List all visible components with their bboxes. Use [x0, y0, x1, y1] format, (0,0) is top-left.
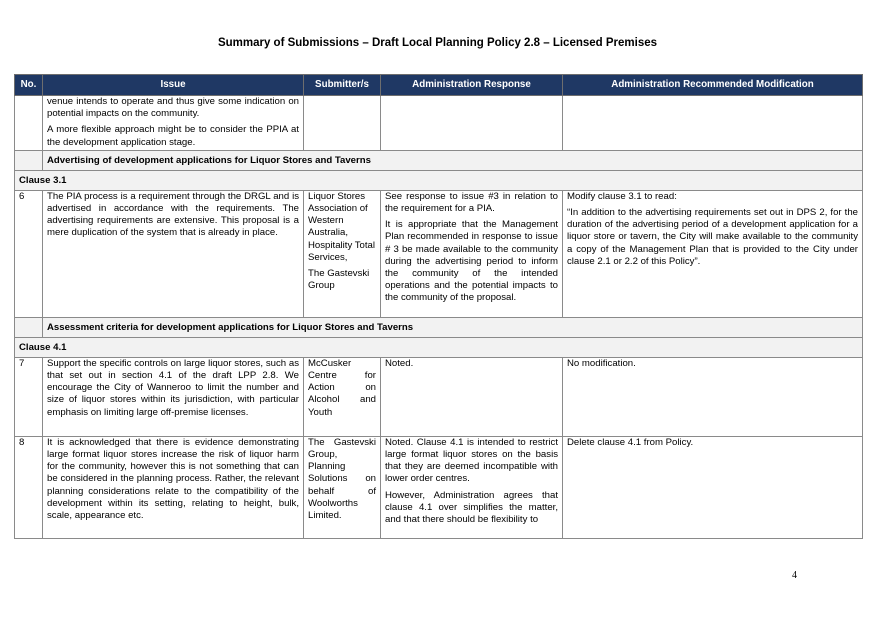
response-text: It is appropriate that the Management Plan recommended in response to issue # 3 be made available to the community during the advertising period to inform the community of the intended operations and the potential impacts to the community of the proposal.: [385, 219, 558, 304]
column-header-response: Administration Response: [381, 75, 563, 96]
no-cell: [15, 96, 43, 151]
table-row: [15, 190, 863, 317]
issue-text: It is acknowledged that there is evidence demonstrating large format liquor stores increase the risk of liquor harm for the community, however this is not something that can be considered in the planning process. Rather, the relevant planning considerations relate to the compatibility of the development within its setting, relating to height, bulk, scale, appearance etc.: [47, 436, 299, 522]
submitter-text: McCusker Centre for Action on Alcohol and Youth: [308, 357, 376, 418]
issue-cell: [43, 190, 304, 317]
modification-text: No modification.: [567, 357, 636, 369]
modification-text: Modify clause 3.1 to read:: [567, 190, 677, 202]
clause-heading: Clause 3.1: [15, 170, 863, 190]
response-text: However, Administration agrees that clause 4.1 over simplifies the matter, and that there should be flexibility to: [385, 489, 558, 526]
issue-cell: [43, 436, 304, 538]
submitter-text: The Gastevski Group, Planning Solutions on behalf of Woolworths Limited.: [308, 436, 376, 522]
modification-text: “In addition to the advertising requirements set out in DPS 2, for the duration of the advertising period of a development application for a liquor store or tavern, the City will make available to the community a copy of the Management Plan that is provided to the City under clause 2.1 or 2.2 of this Policy”.: [567, 207, 858, 267]
section-no-cell: [15, 150, 43, 170]
modification-text: Delete clause 4.1 from Policy.: [567, 436, 694, 448]
response-cell: [381, 357, 563, 436]
column-header-no: No.: [15, 75, 43, 96]
response-cell: [381, 190, 563, 317]
modification-cell: [563, 357, 863, 436]
section-heading-row: [15, 317, 863, 337]
section-heading: Advertising of development applications for Liquor Stores and Taverns: [43, 150, 863, 170]
submitter-cell: [304, 357, 381, 436]
response-cell: [381, 436, 563, 538]
submitter-cell: [304, 96, 381, 151]
modification-cell: [563, 190, 863, 317]
row-number: 6: [15, 190, 43, 317]
submissions-table: [14, 74, 863, 539]
page-number: 4: [792, 570, 797, 581]
row-number: 8: [15, 436, 43, 538]
response-text: Noted.: [385, 357, 414, 369]
section-no-cell: [15, 317, 43, 337]
clause-heading-row: [15, 337, 863, 357]
submitter-text: The Gastevski Group: [308, 268, 370, 292]
response-text: Noted. Clause 4.1 is intended to restrict large format liquor stores on the basis that they are deemed incompatible with lower order centres.: [385, 436, 558, 485]
page-title: Summary of Submissions – Draft Local Planning Policy 2.8 – Licensed Premises: [217, 37, 658, 49]
submitter-text: Liquor Stores Association of Western Australia, Hospitality Total Services,: [308, 190, 376, 263]
clause-heading: Clause 4.1: [15, 337, 863, 357]
submitter-cell: [304, 190, 381, 317]
table-row: [15, 96, 863, 151]
column-header-modification: Administration Recommended Modification: [563, 75, 863, 96]
modification-cell: [563, 96, 863, 151]
issue-cell: [43, 357, 304, 436]
table-row: [15, 436, 863, 538]
clause-heading-row: [15, 170, 863, 190]
row-number: 7: [15, 357, 43, 436]
table-row: [15, 357, 863, 436]
issue-cell: [43, 96, 304, 151]
section-heading-row: [15, 150, 863, 170]
issue-text: Support the specific controls on large liquor stores, such as that set out in section 4.1 of the draft LPP 2.8. We encourage the City of Wanneroo to limit the number and size of liquor stores within its jurisdiction, with particular emphasis on limiting large off-premise licenses.: [47, 357, 299, 418]
column-header-issue: Issue: [43, 75, 304, 96]
response-text: See response to issue #3 in relation to the requirement for a PIA.: [385, 190, 558, 215]
issue-text: A more flexible approach might be to consider the PPIA at the development application stage.: [47, 124, 299, 148]
response-cell: [381, 96, 563, 151]
submitter-cell: [304, 436, 381, 538]
section-heading: Assessment criteria for development applications for Liquor Stores and Taverns: [43, 317, 863, 337]
issue-text: The PIA process is a requirement through the DRGL and is advertised in accordance with the requirements. The advertising requirements are extensive. This proposal is a mere duplication of the system that is already in place.: [47, 190, 299, 239]
table-header-row: [15, 75, 863, 96]
column-header-submitters: Submitter/s: [304, 75, 381, 96]
modification-cell: [563, 436, 863, 538]
issue-text: venue intends to operate and thus give some indication on potential impacts on the community.: [47, 96, 299, 120]
